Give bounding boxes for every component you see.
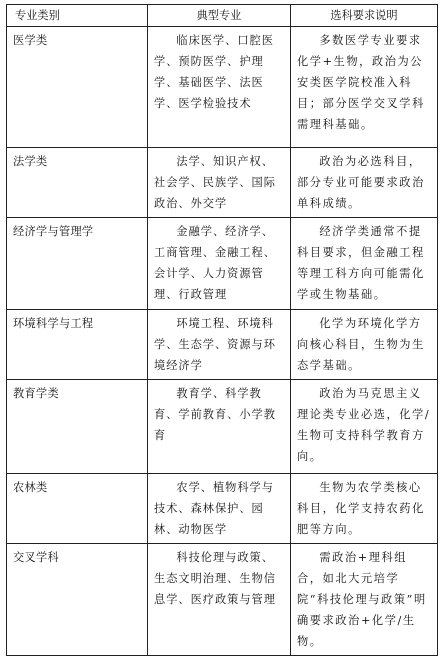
table-row (7, 544, 438, 656)
category-cell: 农林类 (7, 474, 148, 544)
note-cell: 政治为马克思主义理论类专业必选，化学/生物可支持科学教育方向。 (291, 380, 438, 474)
note-cell: 政治为必选科目，部分专业可能要求政治单科成绩。 (291, 148, 438, 218)
category-cell: 医学类 (7, 27, 148, 148)
table-row (7, 148, 438, 218)
category-cell: 经济学与管理学 (7, 218, 148, 310)
table-row (7, 310, 438, 380)
category-cell: 交叉学科 (7, 544, 148, 656)
table-header (7, 5, 438, 27)
note-cell: 多数医学专业要求化学+生物，政治为公安类医学院校准入科目；部分医学交叉学科需理科基础。 (291, 27, 438, 148)
majors-cell: 科技伦理与政策、生态文明治理、生物信息学、医疗政策与管理 (148, 544, 291, 656)
document-page (6, 4, 437, 649)
table-body (7, 27, 438, 656)
majors-cell: 临床医学、口腔医学、预防医学、护理学、基础医学、法医学、医学检验技术 (148, 27, 291, 148)
majors-cell: 环境工程、环境科学、生态学、资源与环境经济学 (148, 310, 291, 380)
table-row (7, 27, 438, 148)
majors-cell: 农学、植物科学与技术、森林保护、园林、动物医学 (148, 474, 291, 544)
header-row (7, 5, 438, 27)
note-cell: 需政治+理科组合，如北大元培学院“科技伦理与政策”明确要求政治+化学/生物。 (291, 544, 438, 656)
category-cell: 教育学类 (7, 380, 148, 474)
header-majors: 典型专业 (148, 5, 291, 27)
table-row (7, 474, 438, 544)
note-cell: 生物为农学类核心科目，化学支持农药化肥等方向。 (291, 474, 438, 544)
majors-cell: 金融学、经济学、工商管理、金融工程、会计学、人力资源管理、行政管理 (148, 218, 291, 310)
header-note: 选科要求说明 (291, 5, 438, 27)
table-row (7, 380, 438, 474)
majors-cell: 教育学、科学教育、学前教育、小学教育 (148, 380, 291, 474)
major-requirements-table (6, 4, 438, 656)
note-cell: 化学为环境化学方向核心科目，生物为生态学基础。 (291, 310, 438, 380)
note-cell: 经济学类通常不提科目要求，但金融工程等理工科方向可能需化学或生物基础。 (291, 218, 438, 310)
category-cell: 环境科学与工程 (7, 310, 148, 380)
majors-cell: 法学、知识产权、社会学、民族学、国际政治、外交学 (148, 148, 291, 218)
table-row (7, 218, 438, 310)
header-category: 专业类别 (7, 5, 148, 27)
category-cell: 法学类 (7, 148, 148, 218)
